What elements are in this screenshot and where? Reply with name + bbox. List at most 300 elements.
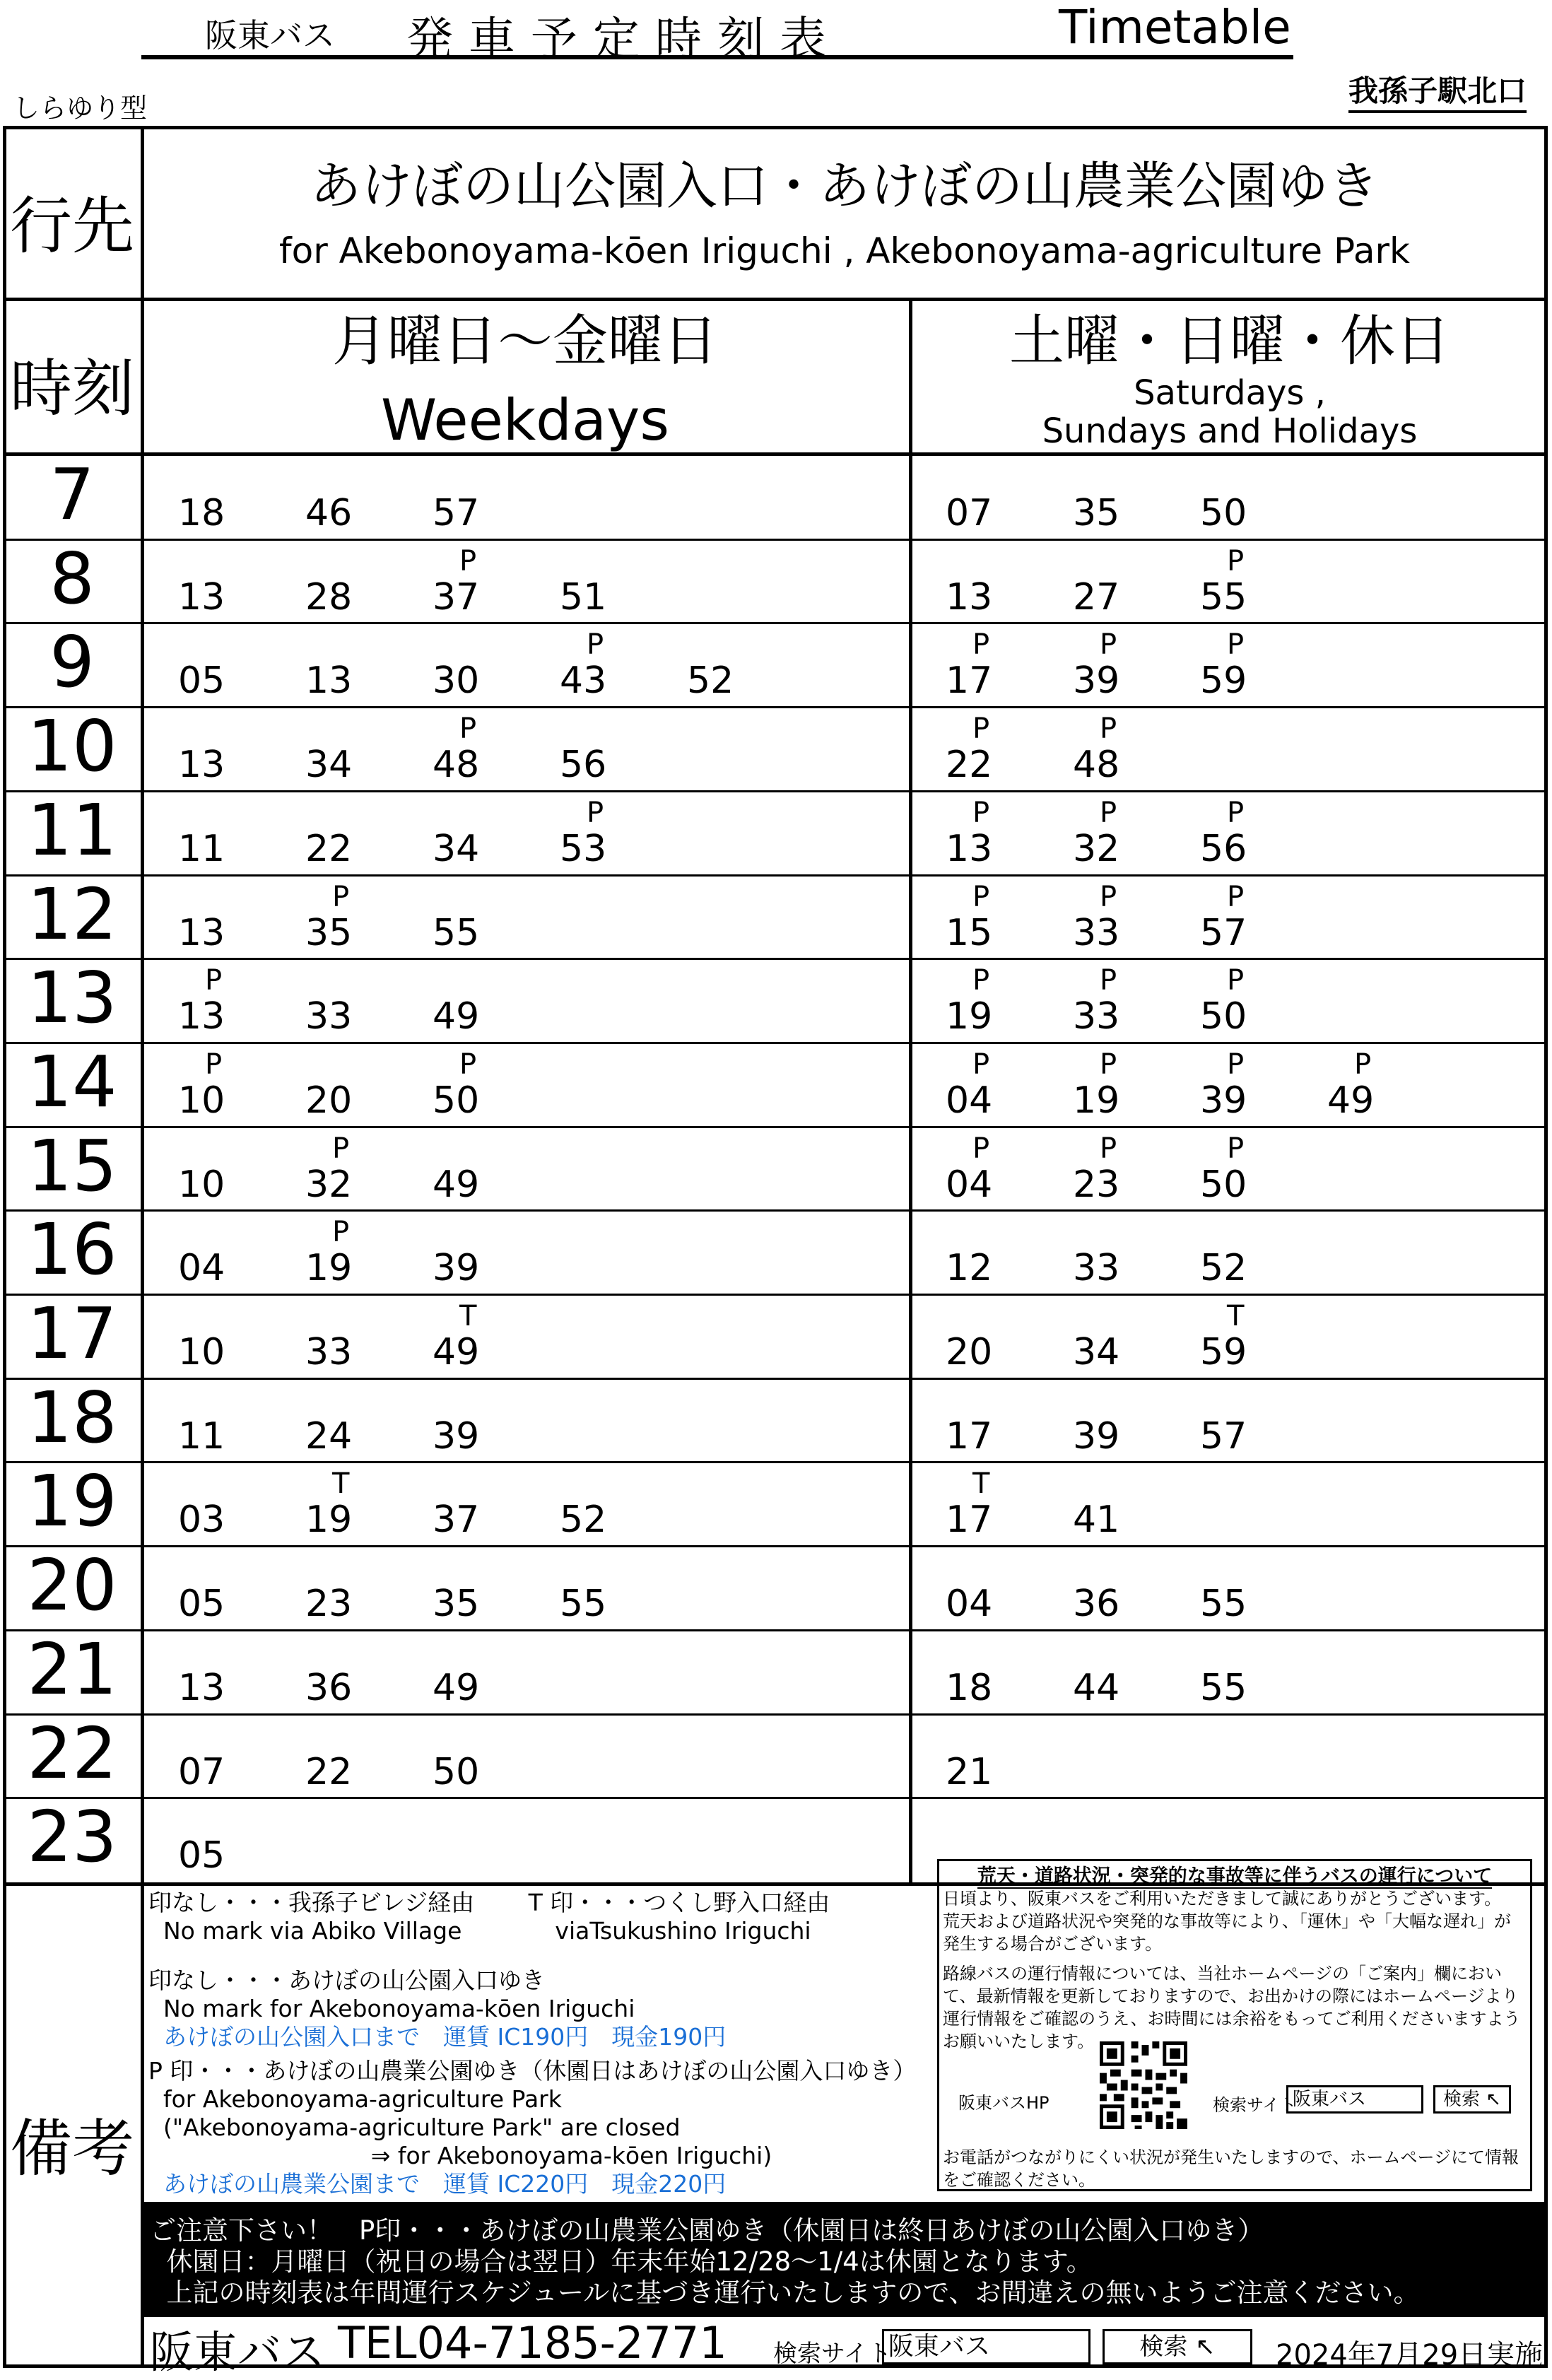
holiday-departure	[946, 1385, 1052, 1457]
route-mark	[1073, 1385, 1179, 1416]
holiday-departure	[1073, 1468, 1179, 1540]
hour-label: 16	[27, 1208, 117, 1291]
route-mark: P	[332, 1132, 350, 1165]
row-divider	[3, 1042, 1548, 1044]
departure-minute: 36	[305, 1666, 353, 1709]
holiday-departure	[946, 965, 1052, 1037]
weekday-departure	[433, 1720, 539, 1793]
hour-label: 11	[27, 788, 117, 872]
route-mark	[946, 1720, 1052, 1752]
weekday-departure	[433, 629, 539, 701]
departure-minute: 50	[1200, 492, 1247, 534]
route-mark: P	[587, 796, 604, 829]
departure-minute: 04	[946, 1583, 993, 1626]
holiday-departure	[946, 546, 1052, 618]
route-mark	[305, 1720, 411, 1752]
departure-minute: 30	[433, 660, 480, 703]
departure-minute: 37	[433, 1499, 480, 1542]
remark-line: ⇒ for Akebonoyama-kōen Iriguchi)	[148, 2142, 772, 2169]
route-mark	[1073, 1468, 1179, 1499]
departure-minute: 33	[305, 1331, 353, 1373]
departure-minute: 49	[433, 1163, 480, 1206]
weekday-departure	[178, 1301, 284, 1373]
route-mark: P	[1354, 1048, 1372, 1081]
holiday-departure	[1073, 629, 1179, 701]
departure-minute: 39	[433, 1247, 480, 1290]
search-site-label: 検索サイト	[1213, 2095, 1297, 2115]
hour-label: 15	[27, 1124, 117, 1207]
footer-company: 阪東バス	[150, 2326, 326, 2378]
footer-search-label: 検索サイト	[773, 2340, 892, 2368]
hour-label: 20	[27, 1544, 117, 1627]
holiday-departure	[1200, 462, 1306, 534]
holiday-departure	[1073, 1049, 1179, 1121]
departure-minute: 17	[946, 660, 993, 703]
holiday-departure	[1200, 1217, 1306, 1289]
search-input[interactable]: 阪東バス	[1286, 2085, 1423, 2114]
page-title-en: Timetable	[1059, 0, 1291, 54]
remark-line: No mark via Abiko Village viaTsukushino Iriguchi	[148, 1917, 811, 1945]
holiday-departure	[1073, 713, 1179, 785]
route-mark: P	[1227, 964, 1245, 997]
row-divider	[3, 1545, 1548, 1547]
weekday-departure	[433, 1385, 539, 1457]
service-notice-text: 路線バスの運行情報については、当社ホームページの「ご案内」欄におい て、最新情報を更新しておりますので、お出かけの際にはホームページより 運行情報をご確認のうえ、お時間には余裕をもってご利用くださいますよう お願いいたします。	[943, 1964, 1521, 2051]
route-mark: P	[972, 628, 990, 662]
holiday-departure	[1200, 546, 1306, 618]
holiday-departure	[1073, 1636, 1179, 1708]
row-divider	[3, 1294, 1548, 1296]
holiday-departure	[946, 881, 1052, 954]
weekday-departure	[305, 965, 411, 1037]
departure-minute: 07	[946, 492, 993, 534]
holiday-departure	[1073, 546, 1179, 618]
hour-label: 18	[27, 1376, 117, 1459]
route-mark	[178, 881, 284, 913]
departure-minute: 17	[946, 1499, 993, 1542]
departure-minute: 43	[560, 660, 607, 703]
route-mark: P	[1227, 1132, 1245, 1165]
departure-minute: 18	[946, 1666, 993, 1709]
holiday-departure	[946, 1133, 1052, 1205]
hour-label: 14	[27, 1040, 117, 1123]
route-mark	[305, 1049, 411, 1080]
weekday-departure	[305, 1552, 411, 1624]
departure-minute: 46	[305, 492, 353, 534]
holiday-departure	[1073, 1133, 1179, 1205]
caution-line: 休園日：月曜日（祝日の場合は翌日）年末年始12/28～1/4は休園となります。	[150, 2246, 1093, 2277]
weekday-departure	[305, 1636, 411, 1708]
holiday-departure	[1200, 881, 1306, 954]
route-mark	[305, 1301, 411, 1332]
weekday-departure	[433, 462, 539, 534]
holiday-departure	[1073, 1385, 1179, 1457]
departure-minute: 35	[1073, 492, 1120, 534]
departure-minute: 28	[305, 575, 353, 619]
departure-minute: 13	[946, 827, 993, 870]
departure-minute: 50	[1200, 1163, 1247, 1206]
holiday-departure	[1200, 797, 1306, 869]
departure-minute: 32	[1073, 827, 1120, 870]
departure-minute: 52	[687, 660, 734, 703]
departure-minute: 59	[1200, 1331, 1247, 1373]
weekday-departure	[178, 546, 284, 618]
route-mark	[178, 1804, 284, 1835]
cursor-icon: ↖	[1195, 2333, 1216, 2361]
weekday-departure	[178, 1720, 284, 1793]
weekday-departure	[305, 713, 411, 785]
route-mark: P	[1100, 796, 1117, 829]
weekday-departure	[178, 1468, 284, 1540]
weekday-departure	[305, 462, 411, 534]
departure-minute: 15	[946, 911, 993, 954]
departure-minute: 49	[433, 1331, 480, 1373]
route-mark	[433, 1468, 539, 1499]
row-divider	[3, 622, 1548, 624]
holiday-departure	[946, 1468, 1052, 1540]
departure-minute: 57	[1200, 911, 1247, 954]
route-mark	[305, 965, 411, 996]
holiday-departure	[946, 1552, 1052, 1624]
departure-minute: 48	[433, 744, 480, 787]
departure-minute: 11	[178, 827, 225, 870]
departure-minute: 57	[1200, 1414, 1247, 1458]
departure-minute: 57	[433, 492, 480, 534]
route-mark	[178, 797, 284, 828]
route-mark	[178, 1133, 284, 1164]
weekday-departure	[433, 965, 539, 1037]
phone-number[interactable]: TEL04-7185-2771	[338, 2317, 727, 2369]
holiday-departure	[1200, 1385, 1306, 1457]
weekday-departure	[433, 881, 539, 954]
route-mark: P	[587, 628, 604, 662]
departure-minute: 32	[305, 1163, 353, 1206]
destination-label: 行先	[9, 189, 134, 262]
weekday-departure	[178, 1385, 284, 1457]
route-mark	[1200, 1552, 1306, 1583]
holiday-departure	[1073, 1552, 1179, 1624]
route-mark: P	[1227, 1048, 1245, 1081]
route-mark: P	[1227, 880, 1245, 913]
route-mark	[1073, 546, 1179, 577]
row-divider	[3, 958, 1548, 960]
departure-minute: 10	[178, 1163, 225, 1206]
holiday-departure	[946, 797, 1052, 869]
route-mark	[946, 1636, 1052, 1667]
route-mark	[946, 1217, 1052, 1248]
departure-minute: 51	[560, 575, 607, 619]
row-divider	[3, 1378, 1548, 1380]
weekday-departure	[560, 1552, 666, 1624]
weekday-departure	[305, 1133, 411, 1205]
weekday-departure	[433, 797, 539, 869]
holiday-departure	[1200, 1552, 1306, 1624]
departure-minute: 55	[560, 1583, 607, 1626]
weekday-departure	[305, 1217, 411, 1289]
route-mark	[178, 1217, 284, 1248]
route-mark	[178, 462, 284, 493]
route-mark	[433, 1133, 539, 1164]
weekday-departure	[687, 629, 793, 701]
route-mark	[305, 1385, 411, 1416]
route-mark	[305, 1636, 411, 1667]
departure-minute: 33	[1073, 911, 1120, 954]
departure-minute: 49	[1327, 1079, 1375, 1122]
departure-minute: 55	[1200, 575, 1247, 619]
weekday-departure	[433, 1636, 539, 1708]
departure-minute: 55	[1200, 1583, 1247, 1626]
weekday-departure	[560, 546, 666, 618]
route-mark	[178, 1468, 284, 1499]
route-mark	[1200, 1636, 1306, 1667]
route-mark: P	[332, 1216, 350, 1249]
route-mark	[1200, 462, 1306, 493]
route-mark	[305, 462, 411, 493]
departure-minute: 22	[305, 827, 353, 870]
fare-line: あけぼの山農業公園まで 運賃 IC220円 現金220円	[148, 2170, 727, 2198]
route-mark: P	[205, 964, 223, 997]
route-mark	[687, 629, 793, 660]
route-mark: P	[972, 880, 990, 913]
route-mark: T	[459, 1300, 477, 1332]
weekday-departure	[305, 1049, 411, 1121]
time-label: 時刻	[9, 352, 134, 425]
hour-label: 13	[27, 956, 117, 1040]
departure-minute: 39	[433, 1414, 480, 1458]
departure-minute: 50	[433, 1079, 480, 1122]
departure-minute: 55	[433, 911, 480, 954]
weekday-departure	[178, 1636, 284, 1708]
weekday-departure	[560, 797, 666, 869]
departure-minute: 13	[178, 575, 225, 619]
hour-label: 23	[27, 1795, 117, 1879]
route-mark	[946, 1385, 1052, 1416]
departure-minute: 27	[1073, 575, 1120, 619]
holiday-departure	[1073, 462, 1179, 534]
route-mark	[433, 965, 539, 996]
route-mark	[433, 629, 539, 660]
weekday-departure	[433, 1133, 539, 1205]
departure-minute: 39	[1073, 660, 1120, 703]
footer-search-input[interactable]: 阪東バス	[882, 2329, 1090, 2364]
route-mark	[1073, 462, 1179, 493]
holiday-departure	[1073, 965, 1179, 1037]
holiday-header-en-1: Saturdays ,	[1134, 373, 1326, 413]
departure-minute: 13	[178, 995, 225, 1038]
route-mark: P	[1100, 713, 1117, 746]
departure-minute: 10	[178, 1079, 225, 1122]
route-mark: P	[972, 1132, 990, 1165]
departure-minute: 05	[178, 660, 225, 703]
route-mark	[560, 713, 666, 744]
departure-minute: 21	[946, 1750, 993, 1793]
holiday-departure	[1327, 1049, 1433, 1121]
holiday-departure	[946, 1720, 1052, 1793]
route-mark	[1073, 1217, 1179, 1248]
weekday-departure	[178, 713, 284, 785]
departure-minute: 34	[1073, 1331, 1120, 1373]
departure-minute: 18	[178, 492, 225, 534]
caution-line: 上記の時刻表は年間運行スケジュールに基づき運行いたしますので、お間違えの無いようご注意ください。	[150, 2278, 1420, 2308]
destination-name-jp: あけぼの山公園入口・あけぼの山農業公園ゆき	[310, 156, 1379, 216]
departure-minute: 19	[305, 1247, 353, 1290]
weekday-departure	[178, 1049, 284, 1121]
departure-minute: 59	[1200, 660, 1247, 703]
row-divider	[3, 1797, 1548, 1799]
route-mark	[560, 546, 666, 577]
route-mark	[178, 1385, 284, 1416]
weekday-departure	[433, 1552, 539, 1624]
route-mark	[178, 713, 284, 744]
departure-minute: 03	[178, 1499, 225, 1542]
route-mark: P	[1100, 1048, 1117, 1081]
departure-minute: 11	[178, 1414, 225, 1458]
weekday-departure	[305, 797, 411, 869]
route-mark	[433, 881, 539, 913]
hour-label: 9	[49, 621, 95, 704]
row-divider	[3, 1126, 1548, 1128]
departure-minute: 20	[946, 1331, 993, 1373]
route-mark: P	[1227, 796, 1245, 829]
departure-minute: 37	[433, 575, 480, 619]
route-mark	[560, 1552, 666, 1583]
row-divider	[3, 1209, 1548, 1212]
weekday-departure	[560, 1468, 666, 1540]
departure-minute: 33	[1073, 1247, 1120, 1290]
route-mark: P	[459, 1048, 477, 1081]
holiday-header-jp: 土曜・日曜・休日	[1009, 310, 1450, 373]
departure-minute: 13	[946, 575, 993, 619]
departure-minute: 12	[946, 1247, 993, 1290]
departure-minute: 49	[433, 1666, 480, 1709]
holiday-departure	[1073, 1217, 1179, 1289]
holiday-departure	[1200, 1301, 1306, 1373]
departure-minute: 13	[305, 660, 353, 703]
route-mark	[1073, 1301, 1179, 1332]
route-mark: P	[1100, 628, 1117, 662]
route-mark: P	[1227, 628, 1245, 662]
departure-minute: 10	[178, 1331, 225, 1373]
stop-name: 我孫子駅北口	[1348, 68, 1527, 113]
route-mark: P	[972, 796, 990, 829]
route-mark	[433, 1720, 539, 1752]
route-mark	[433, 1636, 539, 1667]
weekday-departure	[433, 1217, 539, 1289]
route-mark	[305, 1552, 411, 1583]
weekday-departure	[178, 1217, 284, 1289]
holiday-departure	[946, 713, 1052, 785]
caution-line: ご注意下さい！ P印・・・あけぼの山農業公園ゆき（休園日は終日あけぼの山公園入口ゆき）	[150, 2215, 1264, 2246]
qr-code-icon[interactable]	[1100, 2041, 1187, 2129]
remark-line: 印なし・・・我孫子ビレジ経由 T 印・・・つくし野入口経由	[148, 1889, 830, 1916]
remark-line: No mark for Akebonoyama-kōen Iriguchi	[148, 1995, 635, 2022]
route-mark	[433, 797, 539, 828]
departure-minute: 22	[305, 1750, 353, 1793]
departure-minute: 39	[1073, 1414, 1120, 1458]
departure-minute: 04	[946, 1079, 993, 1122]
departure-minute: 35	[433, 1583, 480, 1626]
hour-label: 22	[27, 1711, 117, 1795]
departure-minute: 44	[1073, 1666, 1120, 1709]
departure-minute: 13	[178, 1666, 225, 1709]
holiday-departure	[946, 462, 1052, 534]
weekday-departure	[305, 1385, 411, 1457]
weekday-departure	[433, 1468, 539, 1540]
departure-minute: 56	[1200, 827, 1247, 870]
weekday-departure	[305, 629, 411, 701]
departure-minute: 04	[178, 1247, 225, 1290]
departure-minute: 39	[1200, 1079, 1247, 1122]
weekday-departure	[305, 1720, 411, 1793]
search-button[interactable]: 検索 ↖	[1433, 2085, 1511, 2114]
departure-minute: 33	[1073, 995, 1120, 1038]
weekday-departure	[433, 1301, 539, 1373]
route-mark	[433, 1385, 539, 1416]
route-mark	[178, 1636, 284, 1667]
remark-line: 印なし・・・あけぼの山公園入口ゆき	[148, 1966, 545, 1994]
hour-label: 17	[27, 1292, 117, 1375]
route-mark	[433, 1552, 539, 1583]
page-title: 発車予定時刻表	[406, 12, 842, 66]
route-mark	[178, 1301, 284, 1332]
departure-minute: 52	[1200, 1247, 1247, 1290]
departure-minute: 23	[1073, 1163, 1120, 1206]
weekday-departure	[178, 1804, 284, 1876]
departure-minute: 33	[305, 995, 353, 1038]
departure-minute: 36	[1073, 1583, 1120, 1626]
departure-minute: 13	[178, 911, 225, 954]
service-notice-title: 荒天・道路状況・突発的な事故等に伴うバスの運行について	[977, 1865, 1493, 1887]
departure-minute: 19	[305, 1499, 353, 1542]
route-mark	[1200, 1217, 1306, 1248]
weekday-departure	[560, 713, 666, 785]
departure-minute: 07	[178, 1750, 225, 1793]
route-mark	[946, 1301, 1052, 1332]
remark-line: P 印・・・あけぼの山農業公園ゆき（休園日はあけぼの山公園入口ゆき）	[148, 2057, 917, 2085]
route-mark: T	[972, 1467, 990, 1501]
weekday-departure	[433, 546, 539, 618]
hour-label: 21	[27, 1627, 117, 1711]
route-mark	[1200, 1385, 1306, 1416]
row-divider	[3, 1629, 1548, 1631]
route-mark	[946, 462, 1052, 493]
weekday-header-en: Weekdays	[380, 387, 669, 453]
weekday-departure	[305, 881, 411, 954]
holiday-departure	[946, 1049, 1052, 1121]
route-mark	[946, 546, 1052, 577]
route-mark: P	[459, 544, 477, 578]
route-mark	[305, 797, 411, 828]
departure-minute: 53	[560, 827, 607, 870]
departure-minute: 20	[305, 1079, 353, 1122]
departure-minute: 56	[560, 744, 607, 787]
footer-search-button[interactable]: 検索 ↖	[1103, 2329, 1252, 2364]
weekday-departure	[178, 965, 284, 1037]
row-divider	[3, 539, 1548, 541]
hour-label: 7	[49, 453, 95, 536]
remark-line: for Akebonoyama-agriculture Park	[148, 2085, 562, 2113]
row-divider	[3, 706, 1548, 708]
holiday-departure	[1073, 797, 1179, 869]
departure-minute: 23	[305, 1583, 353, 1626]
holiday-departure	[1200, 1049, 1306, 1121]
route-mark: P	[205, 1048, 223, 1081]
departure-minute: 50	[433, 1750, 480, 1793]
route-mark: P	[1227, 544, 1245, 578]
weekday-departure	[433, 713, 539, 785]
row-divider	[3, 1713, 1548, 1716]
departure-minute: 13	[178, 744, 225, 787]
